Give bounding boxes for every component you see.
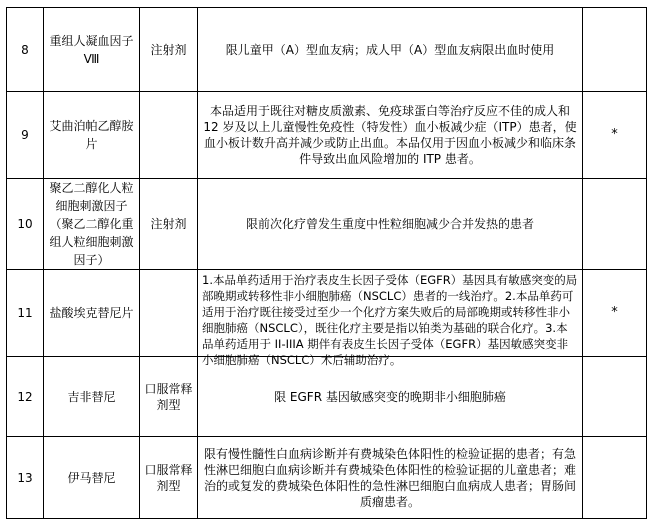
payment-scope: 限前次化疗曾发生重度中性粒细胞减少合并发热的患者: [198, 179, 583, 270]
drug-name: 盐酸埃克替尼片: [44, 270, 140, 357]
payment-scope: 本品适用于既往对糖皮质激素、免疫球蛋白等治疗反应不佳的成人和 12 岁及以上儿童慢性免疫性（特发性）血小板减少症（ITP）患者，使血小板计数升高并减少或防止出血。本品仅用于因血小板减少和临床条件导致出血风险增加的 ITP 患者。: [198, 92, 583, 179]
row-number: 9: [7, 92, 44, 179]
drug-name: 艾曲泊帕乙醇胺片: [44, 92, 140, 179]
row-number: 8: [7, 8, 44, 92]
dosage-form: 注射剂: [140, 179, 198, 270]
table-row: [7, 92, 647, 179]
remark-mark: [583, 8, 647, 92]
dosage-form: [140, 92, 198, 179]
remark-mark: *: [583, 92, 647, 179]
row-number: 10: [7, 179, 44, 270]
table-row: [7, 8, 647, 92]
payment-scope: 限 EGFR 基因敏感突变的晚期非小细胞肺癌: [198, 357, 583, 437]
dosage-form: 注射剂: [140, 8, 198, 92]
row-number: 11: [7, 270, 44, 357]
table-row: [7, 179, 647, 270]
drug-name: 伊马替尼: [44, 437, 140, 519]
remark-mark: [583, 357, 647, 437]
payment-scope: 限儿童甲（A）型血友病；成人甲（A）型血友病限出血时使用: [198, 8, 583, 92]
dosage-form: 口服常释剂型: [140, 357, 198, 437]
table-row: [7, 357, 647, 437]
table-row: [7, 270, 647, 357]
dosage-form: 口服常释剂型: [140, 437, 198, 519]
payment-scope: 1.本品单药适用于治疗表皮生长因子受体（EGFR）基因具有敏感突变的局部晚期或转移性非小细胞肺癌（NSCLC）患者的一线治疗。2.本品单药可适用于治疗既往接受过至少一个化疗方案失败后的局部晚期或转移性非小细胞肺癌（NSCLC），既往化疗主要是指以铂类为基础的联合化疗。3.本品单药适用于 II-IIIA 期伴有表皮生长因子受体（EGFR）基因敏感突变非小细胞肺癌（NSCLC）术后辅助治疗。: [202, 273, 578, 367]
drug-table: [6, 7, 647, 519]
remark-mark: *: [583, 270, 647, 357]
remark-mark: [583, 437, 647, 519]
payment-scope-cell: [198, 270, 583, 367]
drug-name: 重组人凝血因子Ⅷ: [44, 8, 140, 92]
drug-name: 吉非替尼: [44, 357, 140, 437]
row-number: 13: [7, 437, 44, 519]
row-number: 12: [7, 357, 44, 437]
drug-name: 聚乙二醇化人粒细胞刺激因子（聚乙二醇化重组人粒细胞刺激因子）: [44, 179, 140, 270]
remark-mark: [583, 179, 647, 270]
table-row: [7, 437, 647, 519]
payment-scope: 限有慢性髓性白血病诊断并有费城染色体阳性的检验证据的患者；有急性淋巴细胞白血病诊断并有费城染色体阳性的检验证据的儿童患者；难治的或复发的费城染色体阳性的急性淋巴细胞白血病成人患者；胃肠间质瘤患者。: [198, 437, 583, 519]
dosage-form: [140, 270, 198, 357]
